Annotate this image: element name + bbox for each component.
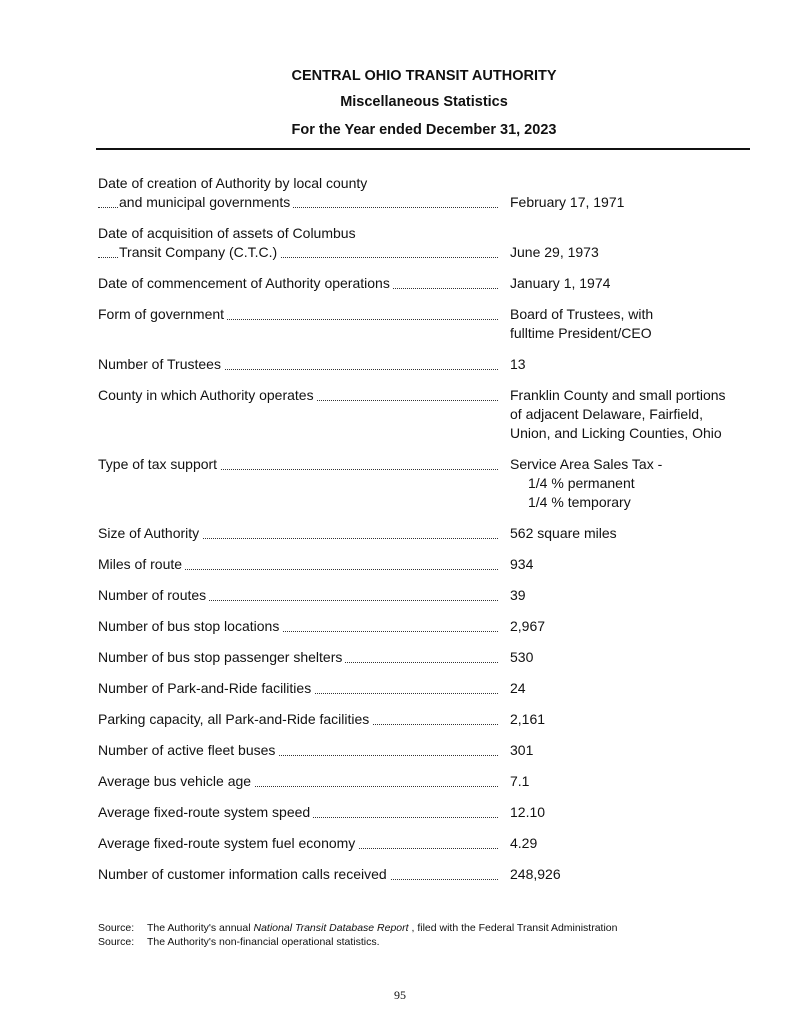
footnote-label: Source: <box>98 936 135 948</box>
stat-value-text: 1/4 % permanent <box>528 475 635 491</box>
stat-label-text: Form of government <box>98 306 227 322</box>
stat-value <box>510 586 758 605</box>
stat-label-text: Date of commencement of Authority operations <box>98 275 393 291</box>
stat-value-text: 13 <box>510 356 526 372</box>
table-row <box>98 803 758 822</box>
footnote-label: Source: <box>98 922 135 934</box>
stat-label <box>98 174 498 212</box>
stat-value-text: June 29, 1973 <box>510 244 599 260</box>
stat-label <box>98 555 498 574</box>
table-row <box>98 586 758 605</box>
table-row <box>98 648 758 667</box>
stat-label <box>98 355 498 374</box>
stat-label-text: Size of Authority <box>98 525 202 541</box>
stat-label-text: Number of bus stop passenger shelters <box>98 649 345 665</box>
stat-value <box>510 617 758 636</box>
stat-label <box>98 648 498 667</box>
stat-label-text: and municipal governments <box>119 194 293 210</box>
footnote-text-part: The Authority's annual <box>147 922 254 934</box>
stat-value-text: 7.1 <box>510 773 530 789</box>
stat-label-text: Number of Park-and-Ride facilities <box>98 680 314 696</box>
table-row <box>98 617 758 636</box>
stat-label <box>98 586 498 605</box>
stat-value-text: 530 <box>510 649 534 665</box>
stat-label-text: Miles of route <box>98 556 185 572</box>
table-row <box>98 524 758 543</box>
stat-value-text: 2,967 <box>510 618 546 634</box>
stat-value-text: 301 <box>510 742 534 758</box>
stat-label-text: Number of bus stop locations <box>98 618 282 634</box>
footnote-text-part: The Authority's non-financial operational statistics. <box>147 936 380 948</box>
stat-label <box>98 617 498 636</box>
stat-value <box>510 355 758 374</box>
stat-label-text: Date of creation of Authority by local county <box>98 175 368 191</box>
stat-label-text: Average fixed-route system speed <box>98 804 313 820</box>
footnote <box>98 935 618 949</box>
footnotes <box>98 921 618 949</box>
stat-label <box>98 224 498 262</box>
report-subtitle: Miscellaneous Statistics <box>340 94 508 110</box>
stat-value <box>510 865 758 884</box>
footnote <box>98 921 618 935</box>
footnote-text <box>147 935 380 949</box>
table-row <box>98 224 758 262</box>
stat-label-text: Number of routes <box>98 587 209 603</box>
stat-value <box>510 555 758 574</box>
stat-value <box>510 803 758 822</box>
table-row <box>98 710 758 729</box>
stat-value-text: fulltime President/CEO <box>510 325 652 341</box>
stat-value-text: 1/4 % temporary <box>528 494 631 510</box>
stat-label <box>98 679 498 698</box>
stat-value-text: January 1, 1974 <box>510 275 611 291</box>
stat-value-text: February 17, 1971 <box>510 194 625 210</box>
table-row <box>98 741 758 760</box>
stat-value-text: 12.10 <box>510 804 546 820</box>
stat-label-text: Type of tax support <box>98 456 220 472</box>
stat-value <box>510 386 758 443</box>
stat-value <box>510 193 758 212</box>
stat-label <box>98 274 498 293</box>
table-row <box>98 305 758 343</box>
table-row <box>98 274 758 293</box>
stat-value-text: of adjacent Delaware, Fairfield, <box>510 406 703 422</box>
stat-value <box>510 679 758 698</box>
stat-label <box>98 710 498 729</box>
table-row <box>98 834 758 853</box>
stat-label <box>98 386 498 405</box>
stat-value <box>510 772 758 791</box>
stat-value <box>510 274 758 293</box>
stat-label-text: County in which Authority operates <box>98 387 317 403</box>
statistics-list <box>98 174 758 896</box>
table-row <box>98 355 758 374</box>
stat-label <box>98 834 498 853</box>
stat-label <box>98 455 498 474</box>
stat-value-text: Union, and Licking Counties, Ohio <box>510 425 722 441</box>
table-row <box>98 865 758 884</box>
stat-value <box>510 834 758 853</box>
table-row <box>98 772 758 791</box>
header-divider <box>96 148 750 150</box>
stat-value-text: 4.29 <box>510 835 538 851</box>
stat-label <box>98 803 498 822</box>
stat-value <box>510 305 758 343</box>
footnote-text <box>147 921 618 935</box>
page-number: 95 <box>394 988 406 1002</box>
table-row <box>98 386 758 443</box>
stat-label-text: Number of active fleet buses <box>98 742 278 758</box>
stat-value-text: 934 <box>510 556 534 572</box>
stat-label <box>98 305 498 324</box>
stat-label-text: Number of Trustees <box>98 356 224 372</box>
table-row <box>98 555 758 574</box>
stat-value <box>510 741 758 760</box>
stat-value <box>510 455 758 512</box>
stat-value <box>510 648 758 667</box>
stat-value <box>510 243 758 262</box>
stat-label <box>98 865 498 884</box>
footnote-report-title: National Transit Database Report <box>253 922 409 934</box>
stat-label-text: Date of acquisition of assets of Columbus <box>98 225 356 241</box>
stat-value-text: 248,926 <box>510 866 561 882</box>
stat-label <box>98 772 498 791</box>
report-period: For the Year ended December 31, 2023 <box>291 122 557 138</box>
stat-value-text: Board of Trustees, with <box>510 306 654 322</box>
stat-label-text: Average fixed-route system fuel economy <box>98 835 358 851</box>
table-row <box>98 455 758 512</box>
stat-label-text: Parking capacity, all Park-and-Ride facilities <box>98 711 372 727</box>
stat-label <box>98 524 498 543</box>
stat-label-text: Average bus vehicle age <box>98 773 254 789</box>
stat-value-text: 562 square miles <box>510 525 617 541</box>
stat-label-text: Number of customer information calls received <box>98 866 390 882</box>
stat-value-text: 2,161 <box>510 711 546 727</box>
stat-value <box>510 524 758 543</box>
report-title: CENTRAL OHIO TRANSIT AUTHORITY <box>291 68 557 84</box>
stat-value <box>510 710 758 729</box>
table-row <box>98 679 758 698</box>
stat-value-text: 39 <box>510 587 526 603</box>
stat-value-text: 24 <box>510 680 526 696</box>
stat-value-text: Service Area Sales Tax - <box>510 456 663 472</box>
stat-value-text: Franklin County and small portions <box>510 387 726 403</box>
footnote-text-part: , filed with the Federal Transit Administration <box>408 922 618 934</box>
table-row <box>98 174 758 212</box>
stat-label-text: Transit Company (C.T.C.) <box>119 244 280 260</box>
stat-label <box>98 741 498 760</box>
